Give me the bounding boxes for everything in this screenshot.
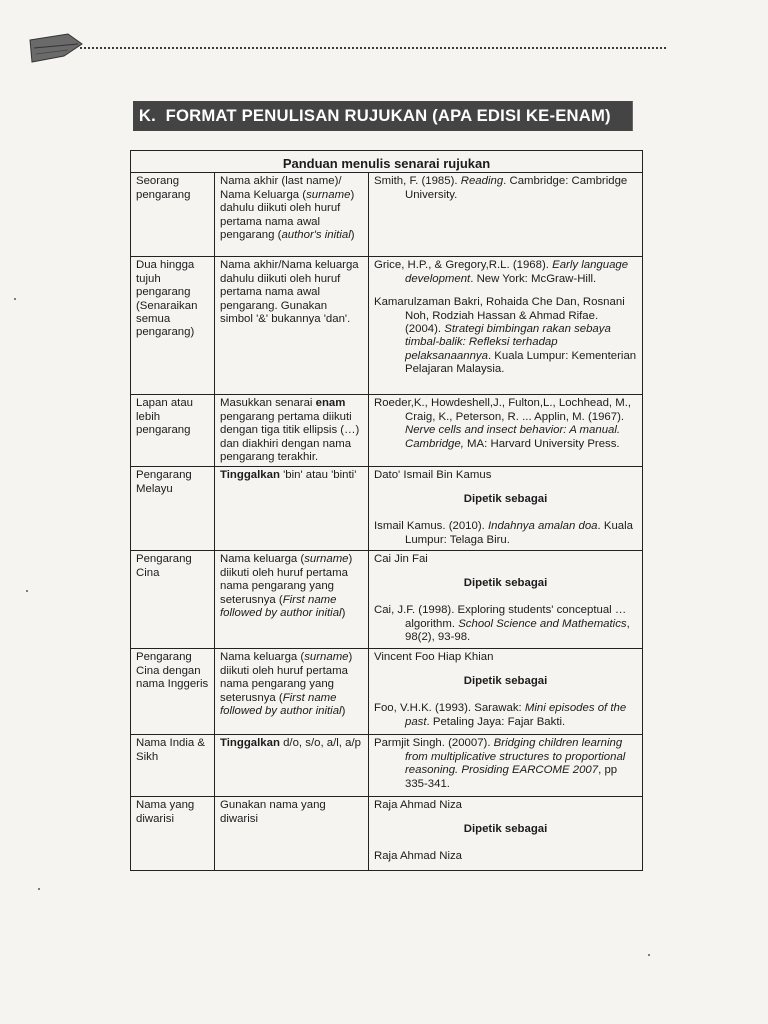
reference-table — [130, 150, 643, 871]
rule-cell: Tinggalkan 'bin' atau 'binti' — [215, 467, 369, 551]
rule-cell: Tinggalkan d/o, s/o, a/l, a/p — [215, 735, 369, 797]
rule-cell: Nama akhir/Nama keluarga dahulu diikuti oleh huruf pertama nama awal pengarang. Gunakan simbol '&' bukannya 'dan'. — [215, 257, 369, 395]
leaf-icon — [28, 32, 84, 66]
rule-cell: Masukkan senarai enam pengarang pertama diikuti dengan tiga titik ellipsis (…) dan diakhiri dengan nama pengarang terakhir. — [215, 395, 369, 467]
rule-cell: Nama akhir (last name)/ Nama Keluarga (surname) dahulu diikuti oleh huruf pertama nama awal pengarang (author's initial) — [215, 173, 369, 257]
category-cell: Pengarang Melayu — [131, 467, 215, 551]
category-cell: Pengarang Cina dengan nama Inggeris — [131, 649, 215, 735]
table-row — [131, 173, 643, 257]
example-cell: Roeder,K., Howdeshell,J., Fulton,L., Lochhead, M., Craig, K., Peterson, R. ... Applin, M. (1967). Nerve cells and insect behavior: A manual. Cambridge, MA: Harvard University Press. — [369, 395, 643, 467]
table-row — [131, 257, 643, 395]
category-cell: Lapan atau lebih pengarang — [131, 395, 215, 467]
section-banner — [133, 101, 633, 131]
rule-cell: Nama keluarga (surname) diikuti oleh huruf pertama nama pengarang yang seterusnya (First name followed by author initial) — [215, 649, 369, 735]
rule-cell: Nama keluarga (surname) diikuti oleh huruf pertama nama pengarang yang seterusnya (First name followed by author initial) — [215, 551, 369, 649]
example-cell: Parmjit Singh. (20007). Bridging children learning from multiplicative structures to proportional reasoning. Prosiding EARCOME 2007, pp 335-341. — [369, 735, 643, 797]
cited-as-label: Dipetik sebagai — [463, 492, 548, 505]
paper-speck — [14, 298, 16, 300]
example-cell: Smith, F. (1985). Reading. Cambridge: Cambridge University. — [369, 173, 643, 257]
example-cell: Grice, H.P., & Gregory,R.L. (1968). Early language development. New York: McGraw-Hill. Kamarulzaman Bakri, Rohaida Che Dan, Rosnani Noh, Rodziah Hassan & Ahmad Rifae. (2004). Strategi bimbingan rakan sebaya timbal-balik: Refleksi terhadap pelaksanaannya. Kuala Lumpur: Kementerian Pelajaran Malaysia. — [369, 257, 643, 395]
example-cell: Dato' Ismail Bin Kamus Dipetik sebagai Ismail Kamus. (2010). Indahnya amalan doa. Kuala Lumpur: Telaga Biru. — [369, 467, 643, 551]
table-row — [131, 649, 643, 735]
cited-as-label: Dipetik sebagai — [463, 822, 548, 835]
example-cell: Raja Ahmad Niza Dipetik sebagai Raja Ahmad Niza — [369, 797, 643, 871]
table-row — [131, 551, 643, 649]
rule-cell: Gunakan nama yang diwarisi — [215, 797, 369, 871]
paper-speck — [648, 954, 650, 956]
cited-as-label: Dipetik sebagai — [463, 576, 548, 589]
category-cell: Pengarang Cina — [131, 551, 215, 649]
category-cell: Dua hingga tujuh pengarang (Senaraikan semua pengarang) — [131, 257, 215, 395]
paper-speck — [26, 590, 28, 592]
table-row — [131, 467, 643, 551]
paper-speck — [38, 888, 40, 890]
table-heading: Panduan menulis senarai rujukan — [131, 151, 643, 173]
table-header-row — [131, 151, 643, 173]
table-row — [131, 395, 643, 467]
dotted-rule — [80, 47, 666, 49]
example-cell: Vincent Foo Hiap Khian Dipetik sebagai Foo, V.H.K. (1993). Sarawak: Mini episodes of the past. Petaling Jaya: Fajar Bakti. — [369, 649, 643, 735]
category-cell: Nama yang diwarisi — [131, 797, 215, 871]
example-cell: Cai Jin Fai Dipetik sebagai Cai, J.F. (1998). Exploring students' conceptual … algorithm. School Science and Mathematics, 98(2), 93-98. — [369, 551, 643, 649]
table-row — [131, 797, 643, 871]
category-cell: Nama India & Sikh — [131, 735, 215, 797]
section-title: FORMAT PENULISAN RUJUKAN (APA EDISI KE-ENAM) — [165, 106, 611, 125]
category-cell: Seorang pengarang — [131, 173, 215, 257]
section-letter: K. — [138, 106, 156, 125]
table-row — [131, 735, 643, 797]
header-decoration — [28, 32, 668, 66]
cited-as-label: Dipetik sebagai — [463, 674, 548, 687]
